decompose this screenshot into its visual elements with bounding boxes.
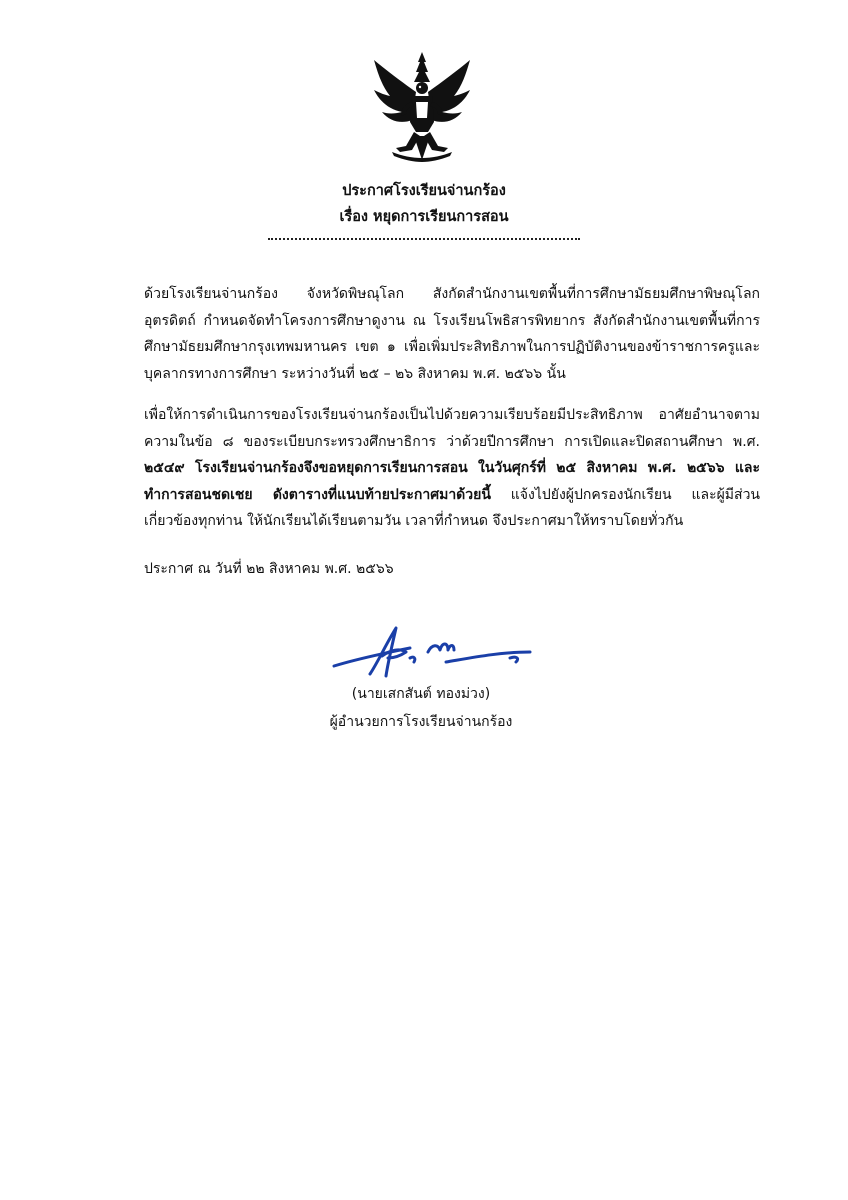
announcement-header	[0, 178, 848, 230]
paragraph-2	[88, 402, 760, 535]
paragraph-2-part1: เพื่อให้การดำเนินการของโรงเรียนจ่านกร้องเป็นไปด้วยความเรียบร้อยมีประสิทธิภาพ อาศัยอำนาจตามความในข้อ ๘ ของระเบียบกระทรวงศึกษาธิการ ว่าด้วยปีการศึกษา การเปิดและปิดสถานศึกษา พ.ศ.	[144, 407, 760, 450]
announcement-title: ประกาศโรงเรียนจ่านกร้อง	[342, 183, 506, 199]
garuda-emblem	[372, 52, 472, 162]
signer-name: (นายเสกสันต์ ทองม่วง)	[351, 686, 491, 702]
paragraph-1: ด้วยโรงเรียนจ่านกร้อง จังหวัดพิษณุโลก สังกัดสำนักงานเขตพื้นที่การศึกษามัธยมศึกษาพิษณุโลก อุตรดิตถ์ กำหนดจัดทำโครงการศึกษาดูงาน ณ โรงเรียนโพธิสารพิทยากร สังกัดสำนักงานเขตพื้นที่การศึกษามัธยมศึกษากรุงเทพมหานคร เขต ๑ เพื่อเพิ่มประสิทธิภาพในการปฏิบัติงานของข้าราชการครูและบุคลากรทางการศึกษา ระหว่างวันที่ ๒๕ – ๒๖ สิงหาคม พ.ศ. ๒๕๖๖ นั้น	[144, 286, 760, 382]
dotted-divider	[268, 238, 580, 240]
signature	[330, 622, 535, 684]
signer-position: ผู้อำนวยการโรงเรียนจ่านกร้อง	[329, 714, 513, 730]
signer-block	[306, 680, 536, 736]
announcement-subject: เรื่อง หยุดการเรียนการสอน	[339, 209, 509, 225]
paragraph-2-bold: ๒๕๔๙ โรงเรียนจ่านกร้องจึงขอหยุดการเรียนการสอน ในวันศุกร์ที่ ๒๕ สิงหาคม พ.ศ. ๒๕๖๖ และทำการสอนชดเชย ดังตารางที่แนบท้ายประกาศมาด้วยนี้	[144, 460, 760, 503]
paragraph-2-part2: แจ้งไปยังผู้ปกครองนักเรียน และผู้มีส่วนเกี่ยวข้องทุกท่าน ให้นักเรียนได้เรียนตามวัน เวลาที่กำหนด จึงประกาศมาให้ทราบโดยทั่วกัน	[144, 486, 760, 529]
announce-date: ประกาศ ณ วันที่ ๒๒ สิงหาคม พ.ศ. ๒๕๖๖	[144, 561, 394, 577]
